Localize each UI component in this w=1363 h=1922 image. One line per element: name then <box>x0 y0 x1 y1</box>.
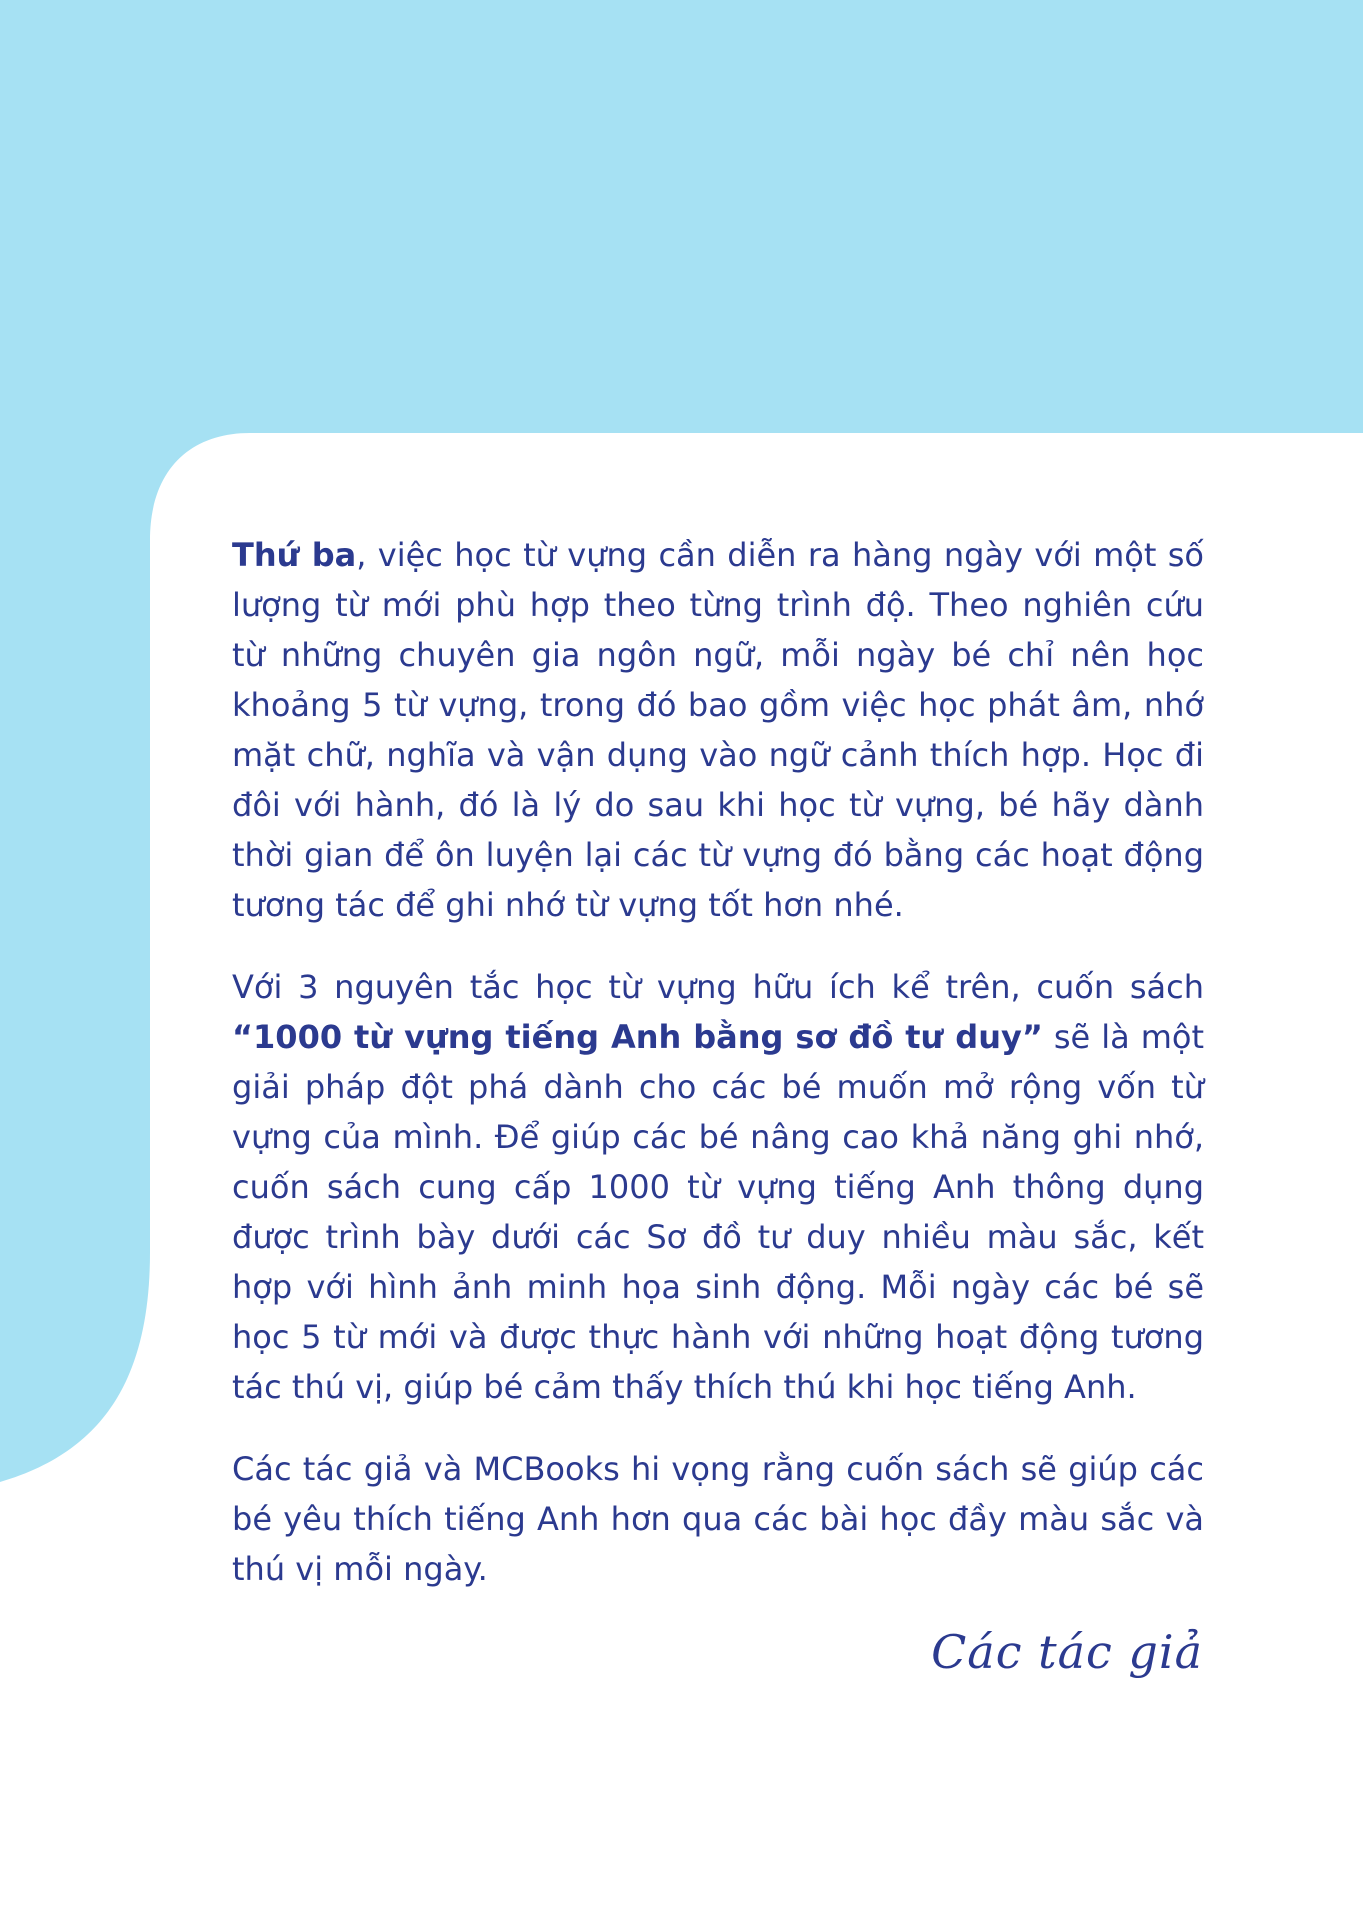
paragraph-1-lead: Thứ ba <box>232 536 357 574</box>
paragraph-2-intro: Với 3 nguyên tắc học từ vựng hữu ích kể trên, cuốn sách <box>232 968 1204 1006</box>
paragraph-1 <box>232 530 1204 930</box>
paragraph-3: Các tác giả và MCBooks hi vọng rằng cuốn sách sẽ giúp các bé yêu thích tiếng Anh hơn qua các bài học đầy màu sắc và thú vị mỗi ngày. <box>232 1450 1204 1588</box>
signature: Các tác giả <box>931 1625 1203 1679</box>
paragraph-1-text: , việc học từ vựng cần diễn ra hàng ngày với một số lượng từ mới phù hợp theo từng trình độ. Theo nghiên cứu từ những chuyên gia ngôn ngữ, mỗi ngày bé chỉ nên học khoảng 5 từ vựng, trong đó bao gồm việc học phát âm, nhớ mặt chữ, nghĩa và vận dụng vào ngữ cảnh thích hợp. Học đi đôi với hành, đó là lý do sau khi học từ vựng, bé hãy dành thời gian để ôn luyện lại các từ vựng đó bằng các hoạt động tương tác để ghi nhớ từ vựng tốt hơn nhé. <box>232 536 1205 924</box>
paragraph-2-text: sẽ là một giải pháp đột phá dành cho các bé muốn mở rộng vốn từ vựng của mình. Để giúp các bé nâng cao khả năng ghi nhớ, cuốn sách cung cấp 1000 từ vựng tiếng Anh thông dụng được trình bày dưới các Sơ đồ tư duy nhiều màu sắc, kết hợp với hình ảnh minh họa sinh động. Mỗi ngày các bé sẽ học 5 từ mới và được thực hành với những hoạt động tương tác thú vị, giúp bé cảm thấy thích thú khi học tiếng Anh. <box>232 1018 1205 1406</box>
body-text <box>232 530 1204 1626</box>
book-title: “1000 từ vựng tiếng Anh bằng sơ đồ tư duy” <box>232 1018 1043 1056</box>
paragraph-2 <box>232 962 1204 1412</box>
